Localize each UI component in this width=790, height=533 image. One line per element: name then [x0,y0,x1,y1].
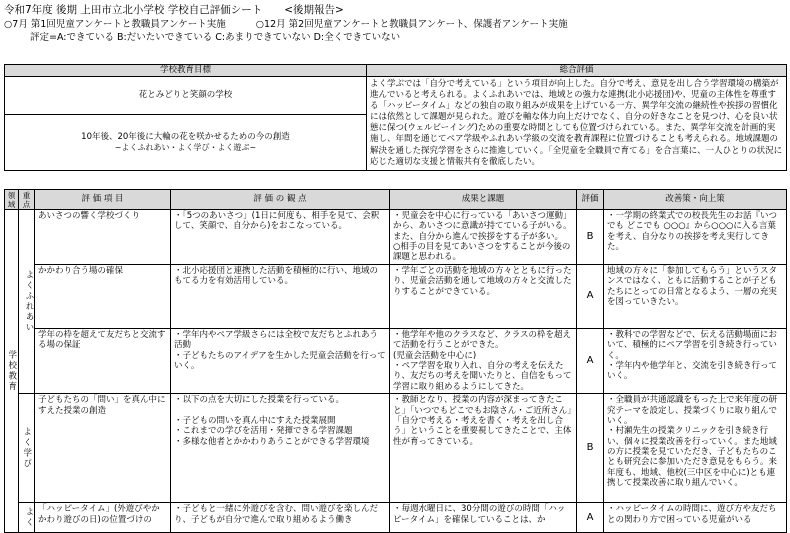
table-row [5,329,787,394]
vision-text: 10年後、20年後に大輪の花を咲かせるための今の創造 [81,132,290,143]
focus-manabi-cell: よく学び [19,394,35,503]
grade-cell: B [577,210,604,265]
plan-cell: ・一学期の終業式での校長先生のお話『いつでも どこでも ○○○』から○○○に入る言葉を考え、自分なりの挨拶を考え実行してきた。 [604,210,787,265]
survey-line [4,18,786,31]
goal-header: 学校教育目標 [5,65,367,77]
survey-second: ○12月 第2回児童アンケートと教職員アンケート、保護者アンケート実施 [255,19,568,30]
result-cell: ・他学年や他のクラスなど、クラスの枠を超えて活動を行うことができた。 (児童会活動を中心に) ・ペア学習を取り入れ、自分の考えを伝えたり、友だちの考えを聞いたりと、自信をもって学習に取り組めるようにしてきた。 [390,329,577,394]
vision-subtext: ~よくふれあい・よく学び・よく遊ぶ~ [114,142,257,152]
report-label: <後期報告> [284,4,344,16]
item-header: 評 価 項 目 [35,190,171,210]
result-cell: ・児童会を中心に行っている「あいさつ運動」から、あいさつに意識が持てている子がいる。また、自分から進んで挨拶をする子が多い。 ○相手の目を見てあいさつをすることが今後の課題と思われる。 [390,210,577,265]
result-cell: ・毎週水曜日に、30分間の遊びの時間「ハッピータイム」を確保していることは、か [390,503,577,533]
domain-cell: 学校教育 [5,210,19,533]
table-row [5,503,787,533]
sheet-title: 令和7年度 後期 上田市立北小学校 学校自己評価シート [4,4,263,16]
viewpoint-cell: ・北小応援団と連携した活動を積極的に行い、地域のもてる力を有効活用している。 [171,265,390,329]
table-row [5,210,787,265]
result-cell: ・教師となり、授業の内容が深まってきたこと」「いつでもどこでもお陰さん・ご近所さん」「自分で考える・考えを書く・考えを出し合う」ということを重要視してきたことで、主体性が育ってきている。 [390,394,577,503]
focus-next-cell: よく [19,503,35,533]
grade-header: 評価 [577,190,604,210]
result-header: 成果と課題 [390,190,577,210]
grade-cell: A [577,503,604,533]
grade-cell: A [577,329,604,394]
plan-cell: ・全職員が共通認識をもった上で来年度の研究テーマを設定し、授業づくりに取り組んでいく。 ・村瀬先生の授業クリニックを引き続き行い、個々に授業改善を行っていく。また地域の方に授業を見ていただき、子どもたちのことも研究会に参加いただき意見をもらう。来年度も、地域、他校(三中区を中心に)とも連携して授業改善に取り組んでいく。 [604,394,787,503]
rating-scale: 評定=A:できている B:だいたいできている C:あまりできていない D:全くできていない [30,32,401,43]
viewpoint-cell: ・「5つのあいさつ」(1日に何度も、相手を見て、会釈して、笑顔で、自分から)をおこなっている。 [171,210,390,265]
plan-cell: ・教科での学習などで、伝える活動場面において、積極的にペア学習を引き続き行っていく。 ・学年内や他学年と、交流を引き続き行っていく。 [604,329,787,394]
grade-cell: A [577,265,604,329]
viewpoint-cell: ・子どもと一緒に外遊びを含む、問い遊びを楽しんだり、子どもが自分で進んで取り組めるよう働き [171,503,390,533]
goal-summary-table [4,64,787,171]
focus-header: 重点 [19,190,35,210]
evaluation-table [4,189,787,533]
item-cell: 「ハッピータイム」(外遊びやかかわり遊びの日)の位置づけの [35,503,171,533]
plan-cell: ・ハッピータイムの時間に、遊び方や友だちとの関わり方で困っている児童がいる [604,503,787,533]
title-line [4,3,786,18]
viewpoint-cell: ・学年内やペア学級さらには全校で友だちとふれあう活動 ・子どもたちのアイデアを生かした児童会活動を行っていく。 [171,329,390,394]
item-cell: かかわり合う場の確保 [35,265,171,329]
overall-evaluation-text: よく学ぶでは「自分で考えている」という項目が向上した。自分で考え、意見を出し合う学習環境の構築が進んでいると考えられる。よくふれあいでは、地域との強力な連携(北小応援団)や、児童の主体性を尊重する「ハッピータイム」などの独自の取り組みが成果を上げている一方、異学年交流の継続性や挨拶の習慣化には依然として課題が見られた。遊びを軸な体力向上だけでなく、自分の好きなことを見つけ、心を良い状態に保つ(ウェルビーイング)ための重要な時間としても位置づけられている。また、異学年交流を計画的実施し、年間を通じてペア学級やふれあい学級の交流を教育課程に位置づけることも考えられる。地域課題の解決を通した探究学習をさらに推進していく。「全児童を全職員で育てる」を合言葉に、一人ひとりの状況に応じた適切な支援と情報共有を徹底したい。 [367,77,787,171]
sheet-header [4,3,786,44]
domain-header: 領域 [5,190,19,210]
summary-header: 総合評価 [367,65,787,77]
plan-header: 改善策・向上策 [604,190,787,210]
viewpoint-header: 評 価 の 観 点 [171,190,390,210]
result-cell: ・学年ごとの活動を地域の方々とともに行ったり、児童会活動を通して地域の方々と交流したりすることができている。 [390,265,577,329]
school-goal-vision [5,115,367,170]
table-row [5,394,787,503]
survey-first: ○7月 第1回児童アンケートと教職員アンケート実施 [4,19,226,30]
grade-cell: B [577,394,604,503]
focus-fureai-cell: よくふれあい [19,210,35,394]
item-cell: 学年の枠を超えて友だちと交流する場の保証 [35,329,171,394]
school-goal-main: 花とみどりと笑顔の学校 [5,77,367,115]
plan-cell: 地域の方々に「参加してもらう」というスタンスではなく、ともに活動することが子どもたちにとっての日常となるよう、一層の充実を図っていきたい。 [604,265,787,329]
item-cell: あいさつの響く学校づくり [35,210,171,265]
table-row [5,265,787,329]
viewpoint-cell: ・以下の点を大切にした授業を行っている。 ・子どもの問いを真ん中にすえた授業展開 ・これまでの学びを活用・発揮できる学習課題 ・多様な他者とかかわりあうことができる学習環境 [171,394,390,503]
item-cell: 子どもたちの「問い」を真ん中にすえた授業の創造 [35,394,171,503]
